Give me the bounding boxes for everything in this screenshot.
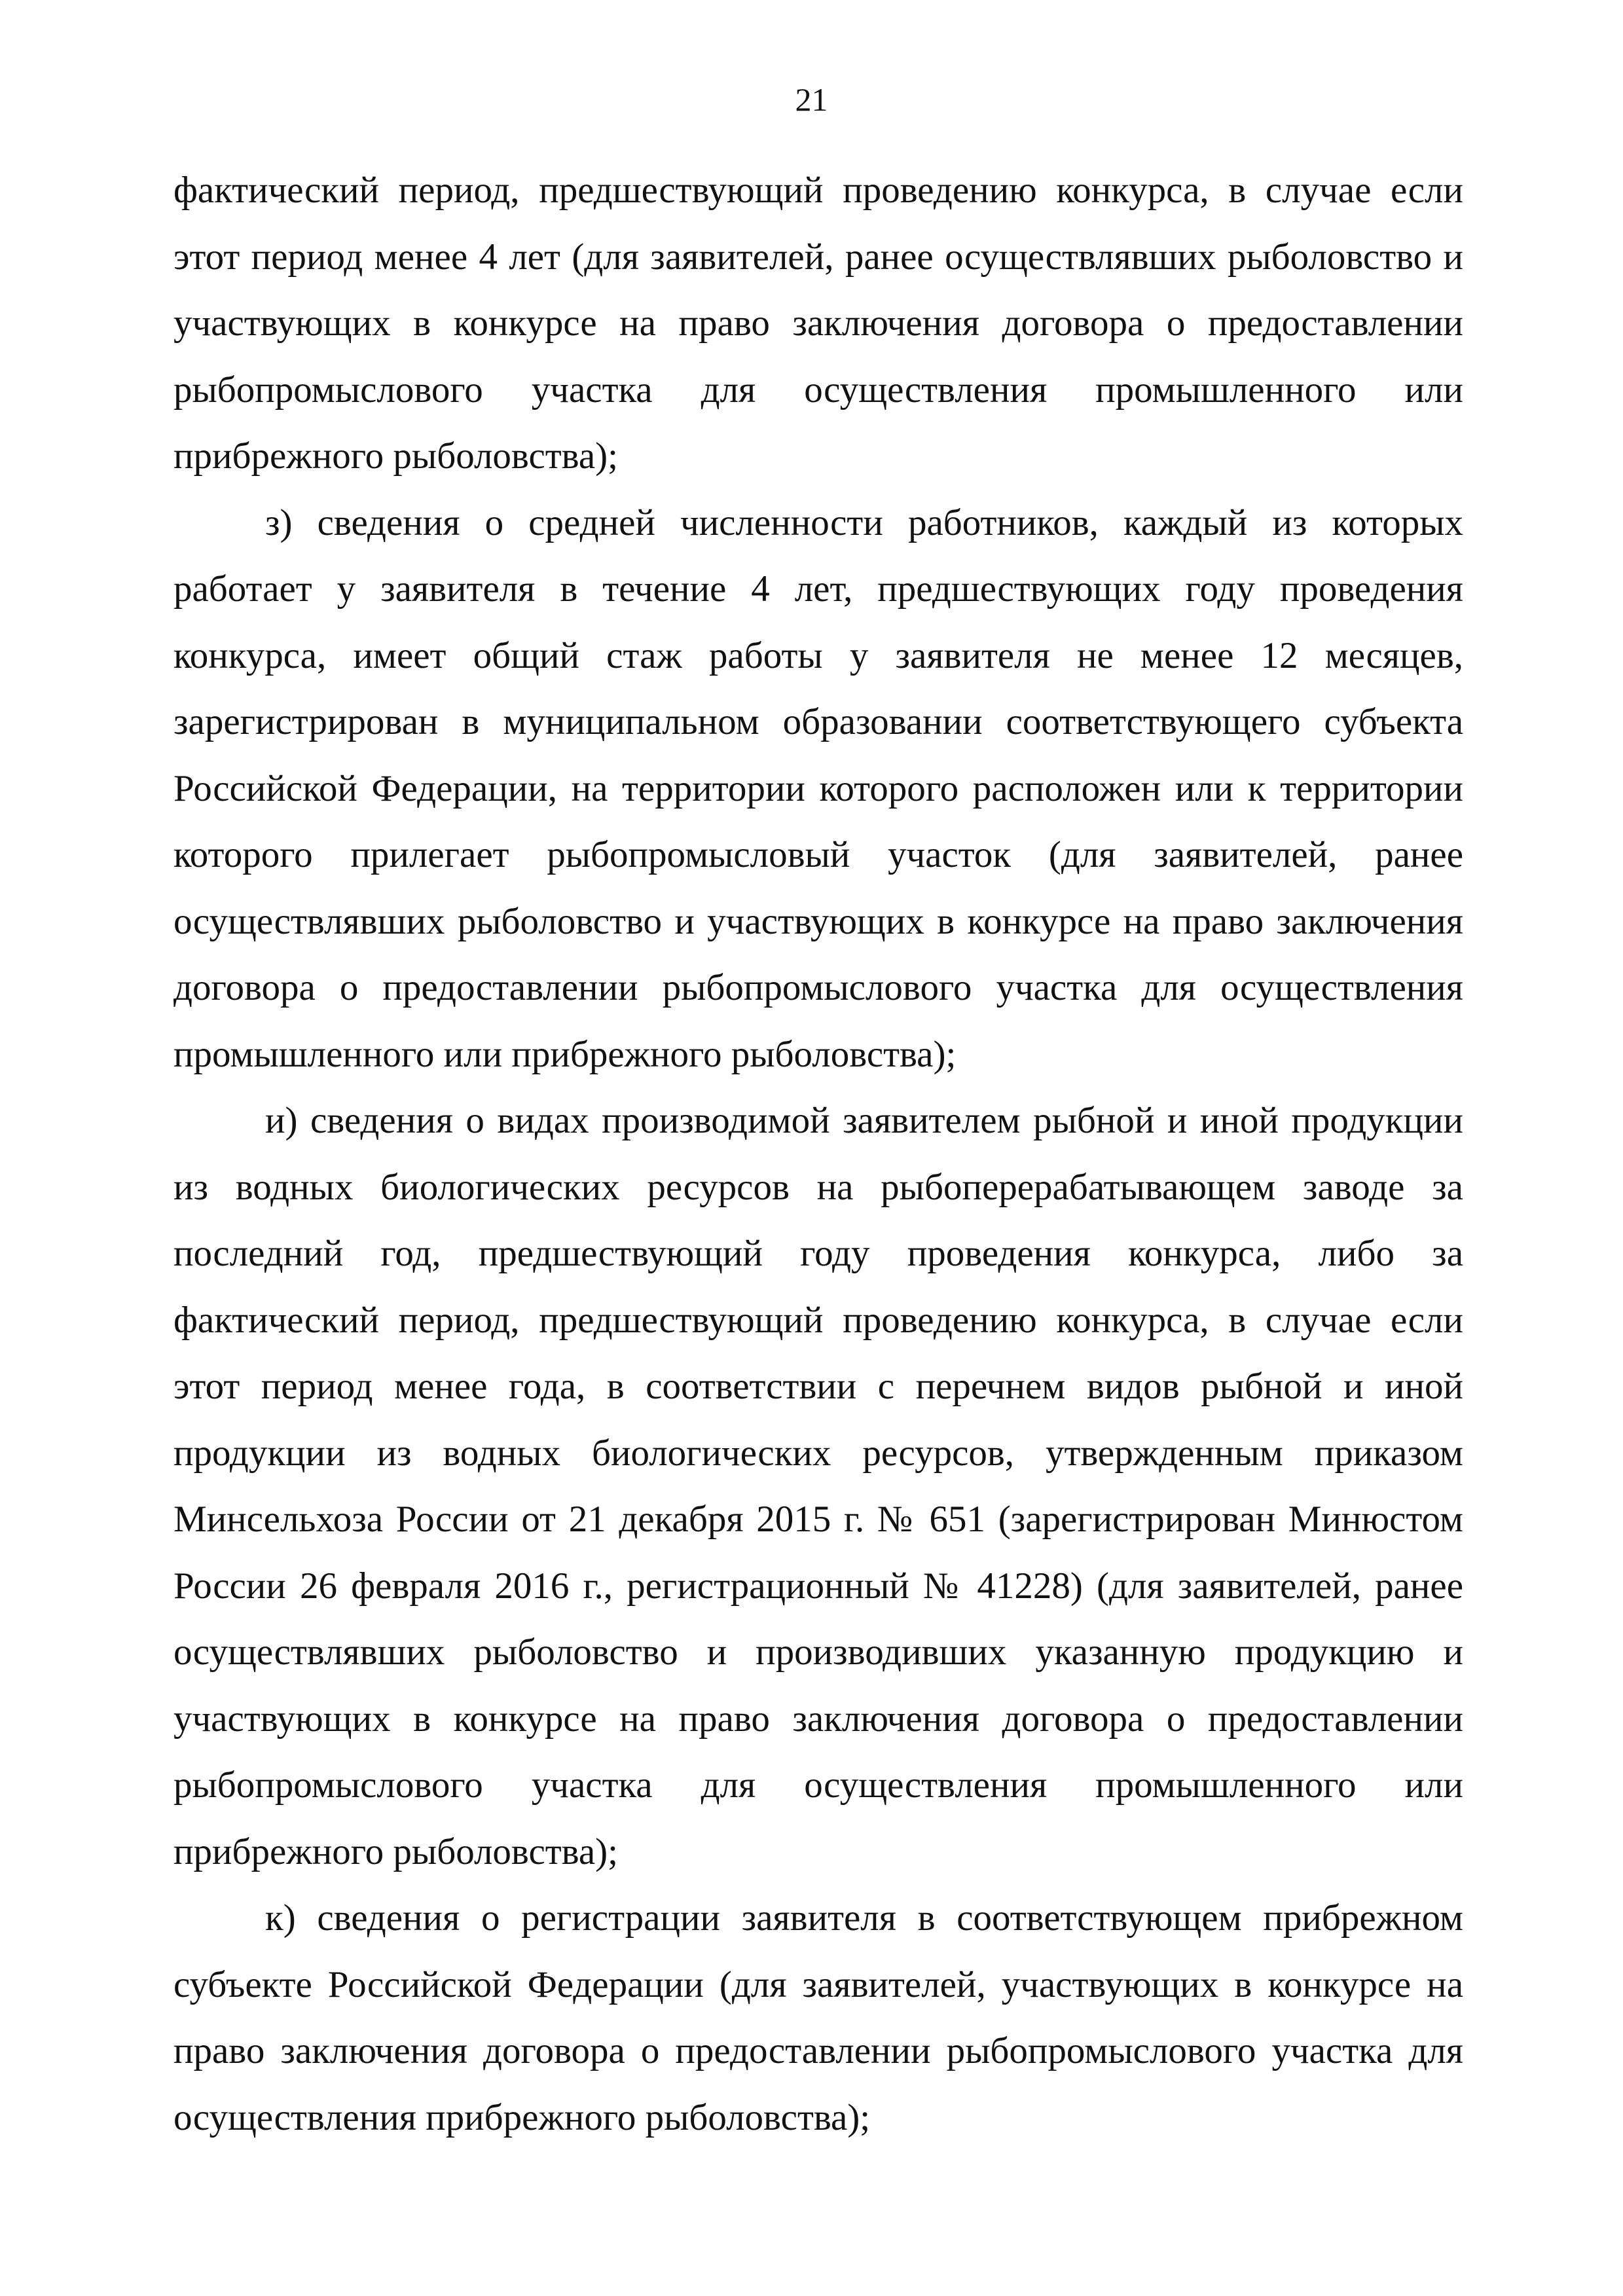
paragraph-continuation: фактический период, предшествующий проведению конкурса, в случае если этот период менее 4 лет (для заявителей, ранее осуществлявших рыболовство и участвующих в конкурсе на право заключения договора о предоставлении рыбопромыслового участка для осуществления промышленного или прибрежного рыболовства); xyxy=(173,170,1463,477)
paragraph-item-z: з) сведения о средней численности работников, каждый из которых работает у заявителя в течение 4 лет, предшествующих году проведения конкурса, имеет общий стаж работы у заявителя не менее 12 месяцев, зарегистрирован в муниципальном образовании соответствующего субъекта Российской Федерации, на территории которого расположен или к территории которого прилегает рыбопромысловый участок (для заявителей, ранее осуществлявших рыболовство и участвующих в конкурсе на право заключения договора о предоставлении рыбопромыслового участка для осуществления промышленного или прибрежного рыболовства); xyxy=(173,501,1463,1075)
document-body xyxy=(173,157,1463,2151)
paragraph-item-i: и) сведения о видах производимой заявителем рыбной и иной продукции из водных биологических ресурсов на рыбоперерабатывающем заводе за последний год, предшествующий году проведения конкурса, либо за фактический период, предшествующий проведению конкурса, в случае если этот период менее года, в соответствии с перечнем видов рыбной и иной продукции из водных биологических ресурсов, утвержденным приказом Минсельхоза России от 21 декабря 2015 г. № 651 (зарегистрирован Минюстом России 26 февраля 2016 г., регистрационный № 41228) (для заявителей, ранее осуществлявших рыболовство и производивших указанную продукцию и участвующих в конкурсе на право заключения договора о предоставлении рыбопромыслового участка для осуществления промышленного или прибрежного рыболовства); xyxy=(173,1100,1463,1872)
paragraph-item-k: к) сведения о регистрации заявителя в соответствующем прибрежном субъекте Российской Федерации (для заявителей, участвующих в конкурсе на право заключения договора о предоставлении рыбопромыслового участка для осуществления прибрежного рыболовства); xyxy=(173,1897,1463,2138)
page-number: 21 xyxy=(795,81,828,118)
